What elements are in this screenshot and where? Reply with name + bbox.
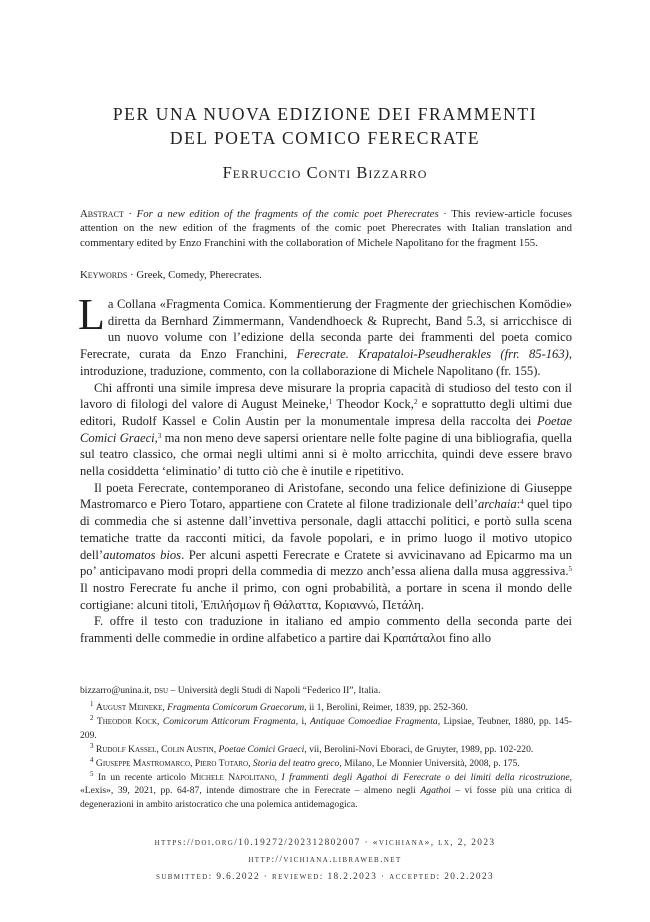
body-text xyxy=(78,290,573,647)
footnote-4-rest: , Milano, Le Monnier Università, 2008, p. 175. xyxy=(339,758,520,770)
paragraph-3-italic-archaia: archaia xyxy=(477,497,517,512)
paragraph-2-comma: , xyxy=(154,430,158,445)
footnote-2: $^2$ Theodor Kock, Comicorum Atticorum Fragmenta, i, Antiquae Comoediae Fragmenta, Lipsiae, Teubner, 1880, pp. 145-209. xyxy=(80,714,573,741)
footnote-2-mid: , i, xyxy=(295,716,310,728)
paragraph-1-text-end: , introduzione, traduzione, commento, con la collaborazione di Michele Napolitano (fr. 155). xyxy=(80,347,572,378)
footnote-5-italic: Agathoi xyxy=(420,785,451,797)
footnote-3-author: Rudolf Kassel, Colin Austin xyxy=(95,743,214,755)
article-title-line-2: DEL POETA COMICO FERECRATE xyxy=(169,128,481,148)
paragraph-3-text-c: quel tipo di commedia che si astenne dall’invettiva personale, dagli attacchi politici, e portò sulla scena tematiche tratte da racconti mitici, da favole popolari, e in primo luogo il motivo utopico dell’ xyxy=(80,497,572,562)
footer-doi[interactable]: https://doi.org/10.19272/202312802007 · «vichiana», lx, 2, 2023 xyxy=(154,838,496,848)
abstract-separator: · xyxy=(123,208,137,220)
footnote-1-rest: , ii 1, Berolini, Reimer, 1839, pp. 252-360. xyxy=(304,702,468,714)
author-affiliation xyxy=(80,684,572,697)
article-title-line-1: PER UNA NUOVA EDIZIONE DEI FRAMMENTI xyxy=(112,104,538,124)
abstract-english-title: For a new edition of the fragments of the comic poet Pherecrates xyxy=(136,208,439,220)
footnote-ref-5[interactable]: 5 xyxy=(568,565,572,574)
footnote-ref-1[interactable]: 1 xyxy=(328,398,333,407)
footnote-3-rest: , vii, Berolini-Novi Eboraci, de Gruyter, 1989, pp. 102-220. xyxy=(304,743,534,755)
article-author: Ferruccio Conti Bizzarro xyxy=(222,163,428,182)
paragraph-1 xyxy=(78,290,572,380)
keywords xyxy=(80,268,572,282)
paragraph-3-text-d: . Per alcuni aspetti Ferecrate e Cratete si avvicinavano ad Epicarmo ma un po’ anticipavano modi propri della commedia di mezzo anch’essa aliena dalla musa aggressiva. xyxy=(80,547,573,579)
footnote-2-number: 2 xyxy=(90,714,94,723)
footnote-ref-2[interactable]: 2 xyxy=(413,398,418,407)
footer-url[interactable]: http://vichiana.libraweb.net xyxy=(248,855,402,865)
footnote-5-text-b: , «Lexis», 39, 2021, pp. 64-87, intende dimostrare che in Ferecrate – almeno negli xyxy=(80,772,573,797)
footnote-ref-4[interactable]: 4 xyxy=(520,498,524,507)
footnote-2-title: Comicorum Atticorum Fragmenta xyxy=(162,716,296,728)
footnote-5-text: In un recente articolo xyxy=(97,772,191,784)
footnote-4-author: Giuseppe Mastromarco, Piero Totaro xyxy=(95,758,249,770)
footnote-2-author: Theodor Kock xyxy=(96,716,158,728)
paragraph-2-text: Chi affronti una simile impresa deve misurare la propria capacità di studioso del testo con il lavoro di filologi del valore di August Meineke, xyxy=(80,380,572,412)
drop-cap: L xyxy=(78,290,105,339)
paragraph-2 xyxy=(80,380,572,480)
paragraph-2-text-b: Theodor Kock, xyxy=(332,397,414,412)
author-department: dsu xyxy=(154,685,169,696)
footnote-5-title: I frammenti degli Agathoi di Ferecrate o dei limiti della ricostruzione xyxy=(281,772,570,784)
footnote-3-title: Poetae Comici Graeci xyxy=(218,743,305,755)
footnote-1-title: Fragmenta Comicorum Graecorum xyxy=(167,702,305,714)
footnote-5-text-c: – vi fosse più una critica di degenerazioni in ambito aristocratico che una polemica antidemagogica. xyxy=(80,785,572,810)
footnote-5: $^5$ In un recente articolo Michele Napolitano, I frammenti degli Agathoi di Ferecrate o dei limiti della ricostruzione, «Lexis», 39, 2021, pp. 64-87, intende dimostrare che in Ferecrate – almeno negli Agathoi – vi fosse più una critica di degenerazioni in ambito aristocratico che una polemica antidemagogica. xyxy=(80,770,573,810)
footnote-2-rest: , Lipsiae, Teubner, 1880, pp. 145-209. xyxy=(80,716,573,741)
paragraph-2-text-e: ma non meno deve sapersi orientare nelle folte pagine di una bibliografia, quella sul teatro classico, che ormai negli ultimi anni si è molto arricchita, quindi deve essere bravo nella cosiddetta ‘eliminatio’ di tutto ciò che è inutile e ripetitivo. xyxy=(80,430,572,479)
footnotes xyxy=(80,684,572,812)
paragraph-3-italic-automatos: automatos bios xyxy=(103,547,182,562)
paragraph-2-italic: Poetae Comici Graeci xyxy=(80,413,572,445)
footnote-1-author: August Meineke xyxy=(95,702,163,714)
footnote-4-number: 4 xyxy=(90,756,94,765)
paragraph-2-text-c: e soprattutto degli ultimi due editori, Rudolf Kassel e Colin Austin per la monumentale impresa della raccolta dei xyxy=(80,397,572,428)
abstract-label: Abstract xyxy=(80,208,124,220)
footer-dates: submitted: 9.6.2022 · reviewed: 18.2.2023 · accepted: 20.2.2023 xyxy=(155,872,495,882)
keywords-text: · Greek, Comedy, Pherecrates. xyxy=(127,269,262,281)
abstract-text: · This review-article focuses attention on the new edition of the fragments of the comic poet Pherecrates with Italian translation and commentary edited by Enzo Franchini with the collaboration of Michele Napolitano for the fragment 155. xyxy=(80,208,572,249)
paragraph-3-text-e: Il nostro Ferecrate fu anche il primo, con ogni probabilità, a portare in scena il mondo delle cortigiane: alcuni titoli, Ἐπιλήσμων ἢ Θάλαττα, Κοριαννώ, Πετάλη. xyxy=(80,580,572,612)
footnote-ref-3[interactable]: 3 xyxy=(157,431,162,440)
paragraph-4: F. offre il testo con traduzione in italiano ed ampio commento della seconda parte dei frammenti delle commedie in ordine alfabetico a partire dai Κραπάταλοι fino allo xyxy=(80,614,572,646)
footnote-5-author: Michele Napolitano xyxy=(190,772,275,784)
footnote-3-number: 3 xyxy=(90,741,94,750)
author-email[interactable]: bizzarro@unina.it, xyxy=(80,685,155,696)
author-institution: – Università degli Studi di Napoli “Federico II”, Italia. xyxy=(168,685,381,696)
footnote-1: $^1$ August Meineke, Fragmenta Comicorum Graecorum, ii 1, Berolini, Reimer, 1839, pp. 252-360. xyxy=(90,700,468,714)
keywords-label: Keywords xyxy=(80,269,128,281)
footnote-4-title: Storia del teatro greco xyxy=(252,758,340,770)
paragraph-1-book-title: Ferecrate. Krapataloi-Pseudherakles (frr. 85-163) xyxy=(296,347,569,362)
footnote-4: $^4$ Giuseppe Mastromarco, Piero Totaro, Storia del teatro greco, Milano, Le Monnier Università, 2008, p. 175. xyxy=(90,756,520,770)
paragraph-3-colon: : xyxy=(516,497,521,512)
abstract xyxy=(80,207,572,250)
paragraph-3 xyxy=(80,480,572,614)
paragraph-3-text: Il poeta Ferecrate, contemporaneo di Aristofane, secondo una felice definizione di Giuseppe Mastromarco e Piero Totaro, appartiene con Cratete al filone tradizionale dell’ xyxy=(80,480,572,512)
paragraph-1-text: a Collana «Fragmenta Comica. Kommentierung der Fragmente der griechischen Komödie» diretta da Bernhard Zimmermann, Vandendhoeck & Ruprecht, Band 5.3, si arricchisce di un nuovo volume con l’edizione della seconda parte dei frammenti del poeta comico Ferecrate, curata da Enzo Franchini, xyxy=(80,297,572,362)
footnote-3: $^3$ Rudolf Kassel, Colin Austin, Poetae Comici Graeci, vii, Berolini-Novi Eboraci, de Gruyter, 1989, pp. 102-220. xyxy=(90,741,534,755)
footnote-2-subtitle: Antiquae Comoediae Fragmenta xyxy=(309,716,438,728)
footnote-5-number: 5 xyxy=(90,770,94,779)
footnote-1-number: 1 xyxy=(90,700,94,709)
